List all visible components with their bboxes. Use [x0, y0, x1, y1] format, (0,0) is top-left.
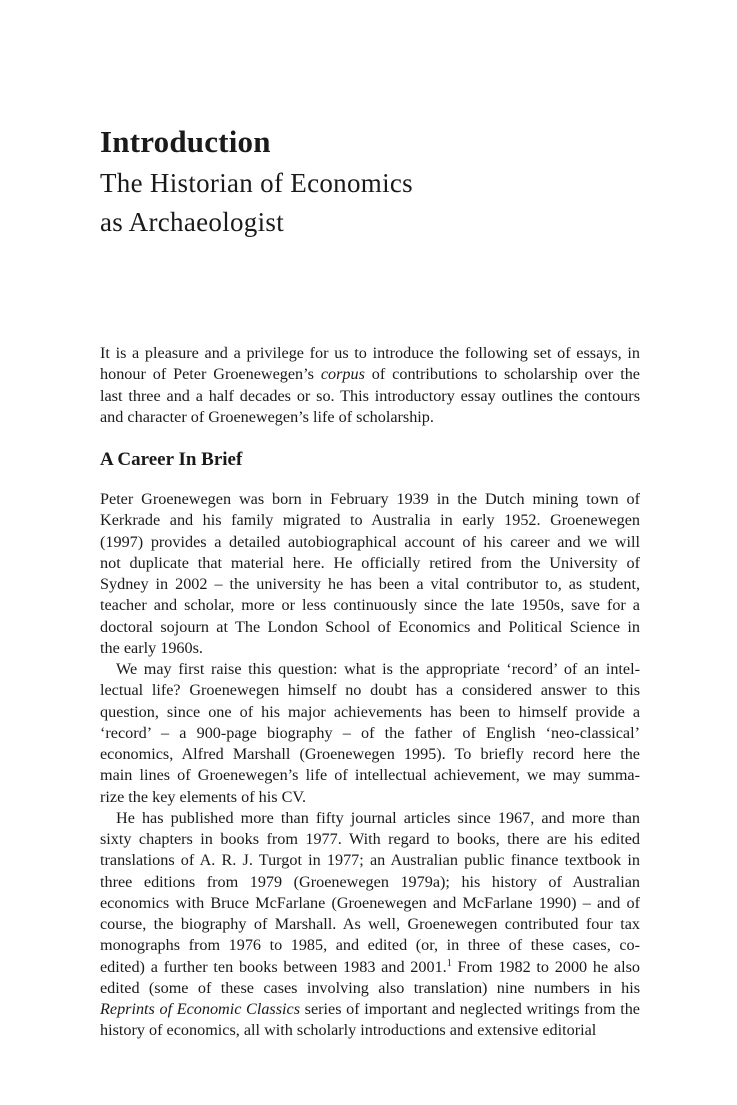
text-line: translations of A. R. J. Turgot in 1977; an Australian public finance textbook in: [100, 851, 640, 870]
text-line: (1997) provides a detailed autobiographical account of his career and we will: [100, 532, 640, 551]
text-line: main lines of Groenewegen’s life of intellectual achievement, we may summa-: [100, 766, 640, 785]
text-segment: edited) a further ten books between 1983 and 2001.: [100, 957, 447, 976]
text-line: history of economics, all with scholarly introductions and extensive editorial: [100, 1021, 597, 1040]
paragraph: [100, 489, 640, 659]
text-line: three editions from 1979 (Groenewegen 1979a); his history of Australian: [100, 872, 640, 891]
text-line: course, the biography of Marshall. As well, Groenewegen contributed four tax: [100, 915, 640, 933]
subtitle-line: The Historian of Economics: [100, 168, 413, 198]
text-line: ‘record’ – a 900-page biography – of the father of English ‘neo-classical’: [100, 723, 640, 742]
paragraph: [100, 808, 640, 1042]
chapter-subtitle: [100, 164, 413, 242]
text-line: Sydney in 2002 – the university he has been a vital contributor to, as student,: [100, 575, 640, 593]
text-line: rize the key elements of his CV.: [100, 787, 307, 806]
text-line: edited (some of these cases involving also translation) nine numbers in his: [100, 978, 640, 997]
text-line: [100, 999, 640, 1020]
text-line: monographs from 1976 to 1985, and edited (or, in three of these cases, co-: [100, 936, 640, 955]
section-body: [100, 489, 640, 1042]
text-line: last three and a half decades or so. This introductory essay outlines the contours: [100, 386, 640, 405]
intro-paragraph: [100, 343, 640, 428]
text-line: Peter Groenewegen was born in February 1939 in the Dutch mining town of: [100, 490, 640, 508]
text-line: It is a pleasure and a privilege for us to introduce the following set of essays, in: [100, 344, 640, 362]
text-line: Kerkrade and his family migrated to Australia in early 1952. Groenewegen: [100, 511, 640, 530]
text-segment: of contributions to scholarship over the: [364, 365, 640, 384]
text-line: [100, 957, 640, 978]
text-line: We may first raise this question: what is the appropriate ‘record’ of an intel-: [116, 660, 640, 678]
section-heading: A Career In Brief: [100, 449, 243, 470]
chapter-title: Introduction: [100, 124, 271, 159]
text-line: the early 1960s.: [100, 638, 203, 657]
paragraph: [100, 659, 640, 808]
text-line: not duplicate that material here. He officially retired from the University of: [100, 553, 640, 572]
footnote-marker: 1: [446, 957, 452, 969]
text-line: economics with Bruce McFarlane (Groenewegen and McFarlane 1990) – and of: [100, 893, 640, 912]
italic-text: Reprints of Economic Classics: [100, 1000, 301, 1018]
text-line: [100, 364, 640, 385]
text-line: teacher and scholar, more or less continuously since the late 1950s, save for a: [100, 596, 640, 615]
text-line: lectual life? Groenewegen himself no doubt has a considered answer to this: [100, 681, 640, 700]
text-line: question, since one of his major achievements has been to himself provide a: [100, 702, 640, 721]
text-line: sixty chapters in books from 1977. With regard to books, there are his edited: [100, 830, 640, 848]
text-segment: From 1982 to 2000 he also: [451, 957, 640, 976]
text-line: economics, Alfred Marshall (Groenewegen 1995). To briefly record here the: [100, 745, 640, 763]
italic-text: corpus: [320, 365, 365, 384]
subtitle-line: as Archaeologist: [100, 207, 285, 237]
text-line: and character of Groenewegen’s life of scholarship.: [100, 407, 434, 426]
text-line: He has published more than fifty journal articles since 1967, and more than: [116, 808, 640, 827]
text-segment: series of important and neglected writings from the: [300, 1000, 640, 1018]
text-line: doctoral sojourn at The London School of Economics and Political Science in: [100, 617, 640, 636]
text-segment: honour of Peter Groenewegen’s: [100, 365, 321, 384]
